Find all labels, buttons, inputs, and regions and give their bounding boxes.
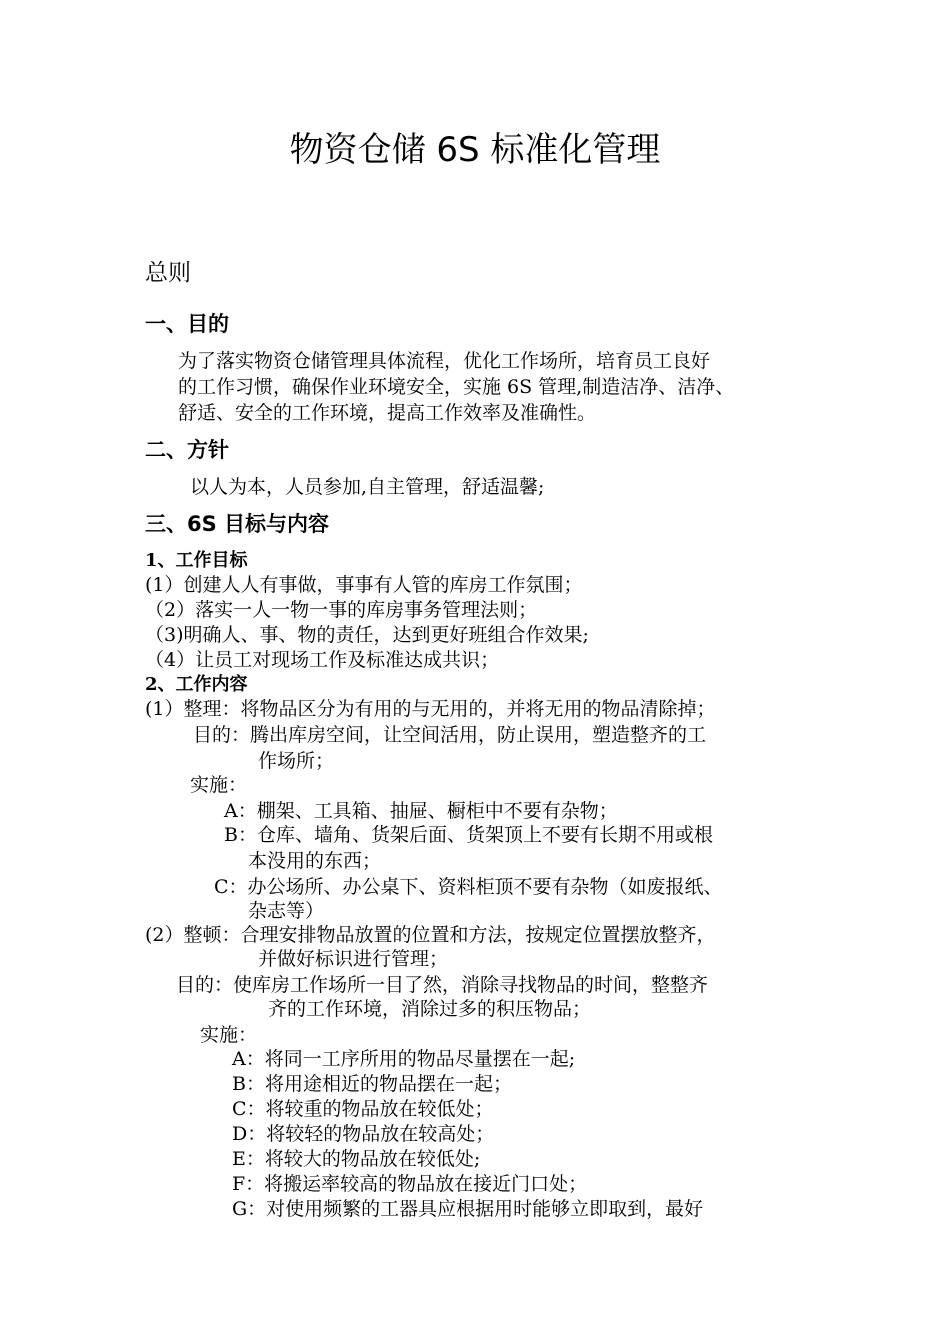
work-content-heading: 2、工作内容 (145, 674, 248, 695)
sort-impl-label: 实施： (190, 774, 248, 796)
order-step: D：将较轻的物品放在较高处； (232, 1123, 495, 1145)
sort-step-c-line-1: C：办公场所、办公桌下、资料柜顶不要有杂物（如废报纸、 (214, 876, 723, 898)
section-purpose-heading: 一、目的 (145, 312, 229, 336)
order-step: F：将搬运率较高的物品放在接近门口处； (232, 1173, 588, 1195)
order-step: A：将同一工序所用的物品尽量摆在一起; (232, 1048, 576, 1070)
section-goals-heading: 三、6S 目标与内容 (145, 512, 330, 536)
order-step: B：将用途相近的物品摆在一起； (232, 1073, 512, 1095)
work-goals-heading: 1、工作目标 (145, 550, 248, 571)
sort-purpose-line-1: 目的：腾出库房空间，让空间活用，防止误用，塑造整齐的工 (193, 724, 707, 746)
sort-item-title: (1）整理：将物品区分为有用的与无用的，并将无用的物品清除掉； (145, 698, 716, 720)
order-item-title-line-2: 并做好标识进行管理； (258, 948, 449, 970)
order-purpose-line-2: 齐的工作环境，消除过多的积压物品； (268, 998, 592, 1020)
order-purpose-line-1: 目的：使库房工作场所一目了然，消除寻找物品的时间，整整齐 (176, 974, 709, 996)
general-heading: 总则 (145, 260, 191, 286)
purpose-line-1: 为了落实物资仓储管理具体流程，优化工作场所，培育员工良好 (178, 350, 711, 372)
sort-step-b-line-2: 本没用的东西； (248, 850, 382, 872)
goal-item: （3)明确人、事、物的责任，达到更好班组合作效果; (145, 624, 589, 646)
sort-step-b-line-1: B：仓库、墙角、货架后面、货架顶上不要有长期不用或根 (224, 824, 713, 846)
order-item-title-line-1: (2）整顿：合理安排物品放置的位置和方法，按规定位置摆放整齐， (145, 924, 716, 946)
sort-purpose-line-2: 作场所； (258, 750, 335, 772)
order-step: E：将较大的物品放在较低处; (232, 1148, 481, 1170)
section-policy-heading: 二、方针 (145, 438, 229, 462)
sort-step-c-line-2: 杂志等） (248, 900, 325, 922)
goal-item: （2）落实一人一物一事的库房事务管理法则； (145, 599, 538, 621)
purpose-line-2: 的工作习惯，确保作业环境安全，实施 6S 管理,制造洁净、洁净、 (178, 376, 735, 398)
document-title: 物资仓储 6S 标准化管理 (289, 130, 661, 170)
order-impl-label: 实施： (200, 1024, 258, 1046)
goal-item: （4）让员工对现场工作及标准达成共识； (145, 649, 500, 671)
goal-item: (1）创建人人有事做，事事有人管的库房工作氛围； (145, 574, 583, 596)
purpose-line-3: 舒适、安全的工作环境，提高工作效率及准确性。 (178, 402, 597, 424)
order-step: C：将较重的物品放在较低处； (232, 1098, 494, 1120)
order-step: G：对使用频繁的工器具应根据用时能够立即取到，最好 (232, 1198, 704, 1220)
sort-step-a: A：棚架、工具箱、抽屉、橱柜中不要有杂物； (224, 800, 618, 822)
policy-text: 以人为本，人员参加,自主管理，舒适温馨; (190, 476, 545, 498)
